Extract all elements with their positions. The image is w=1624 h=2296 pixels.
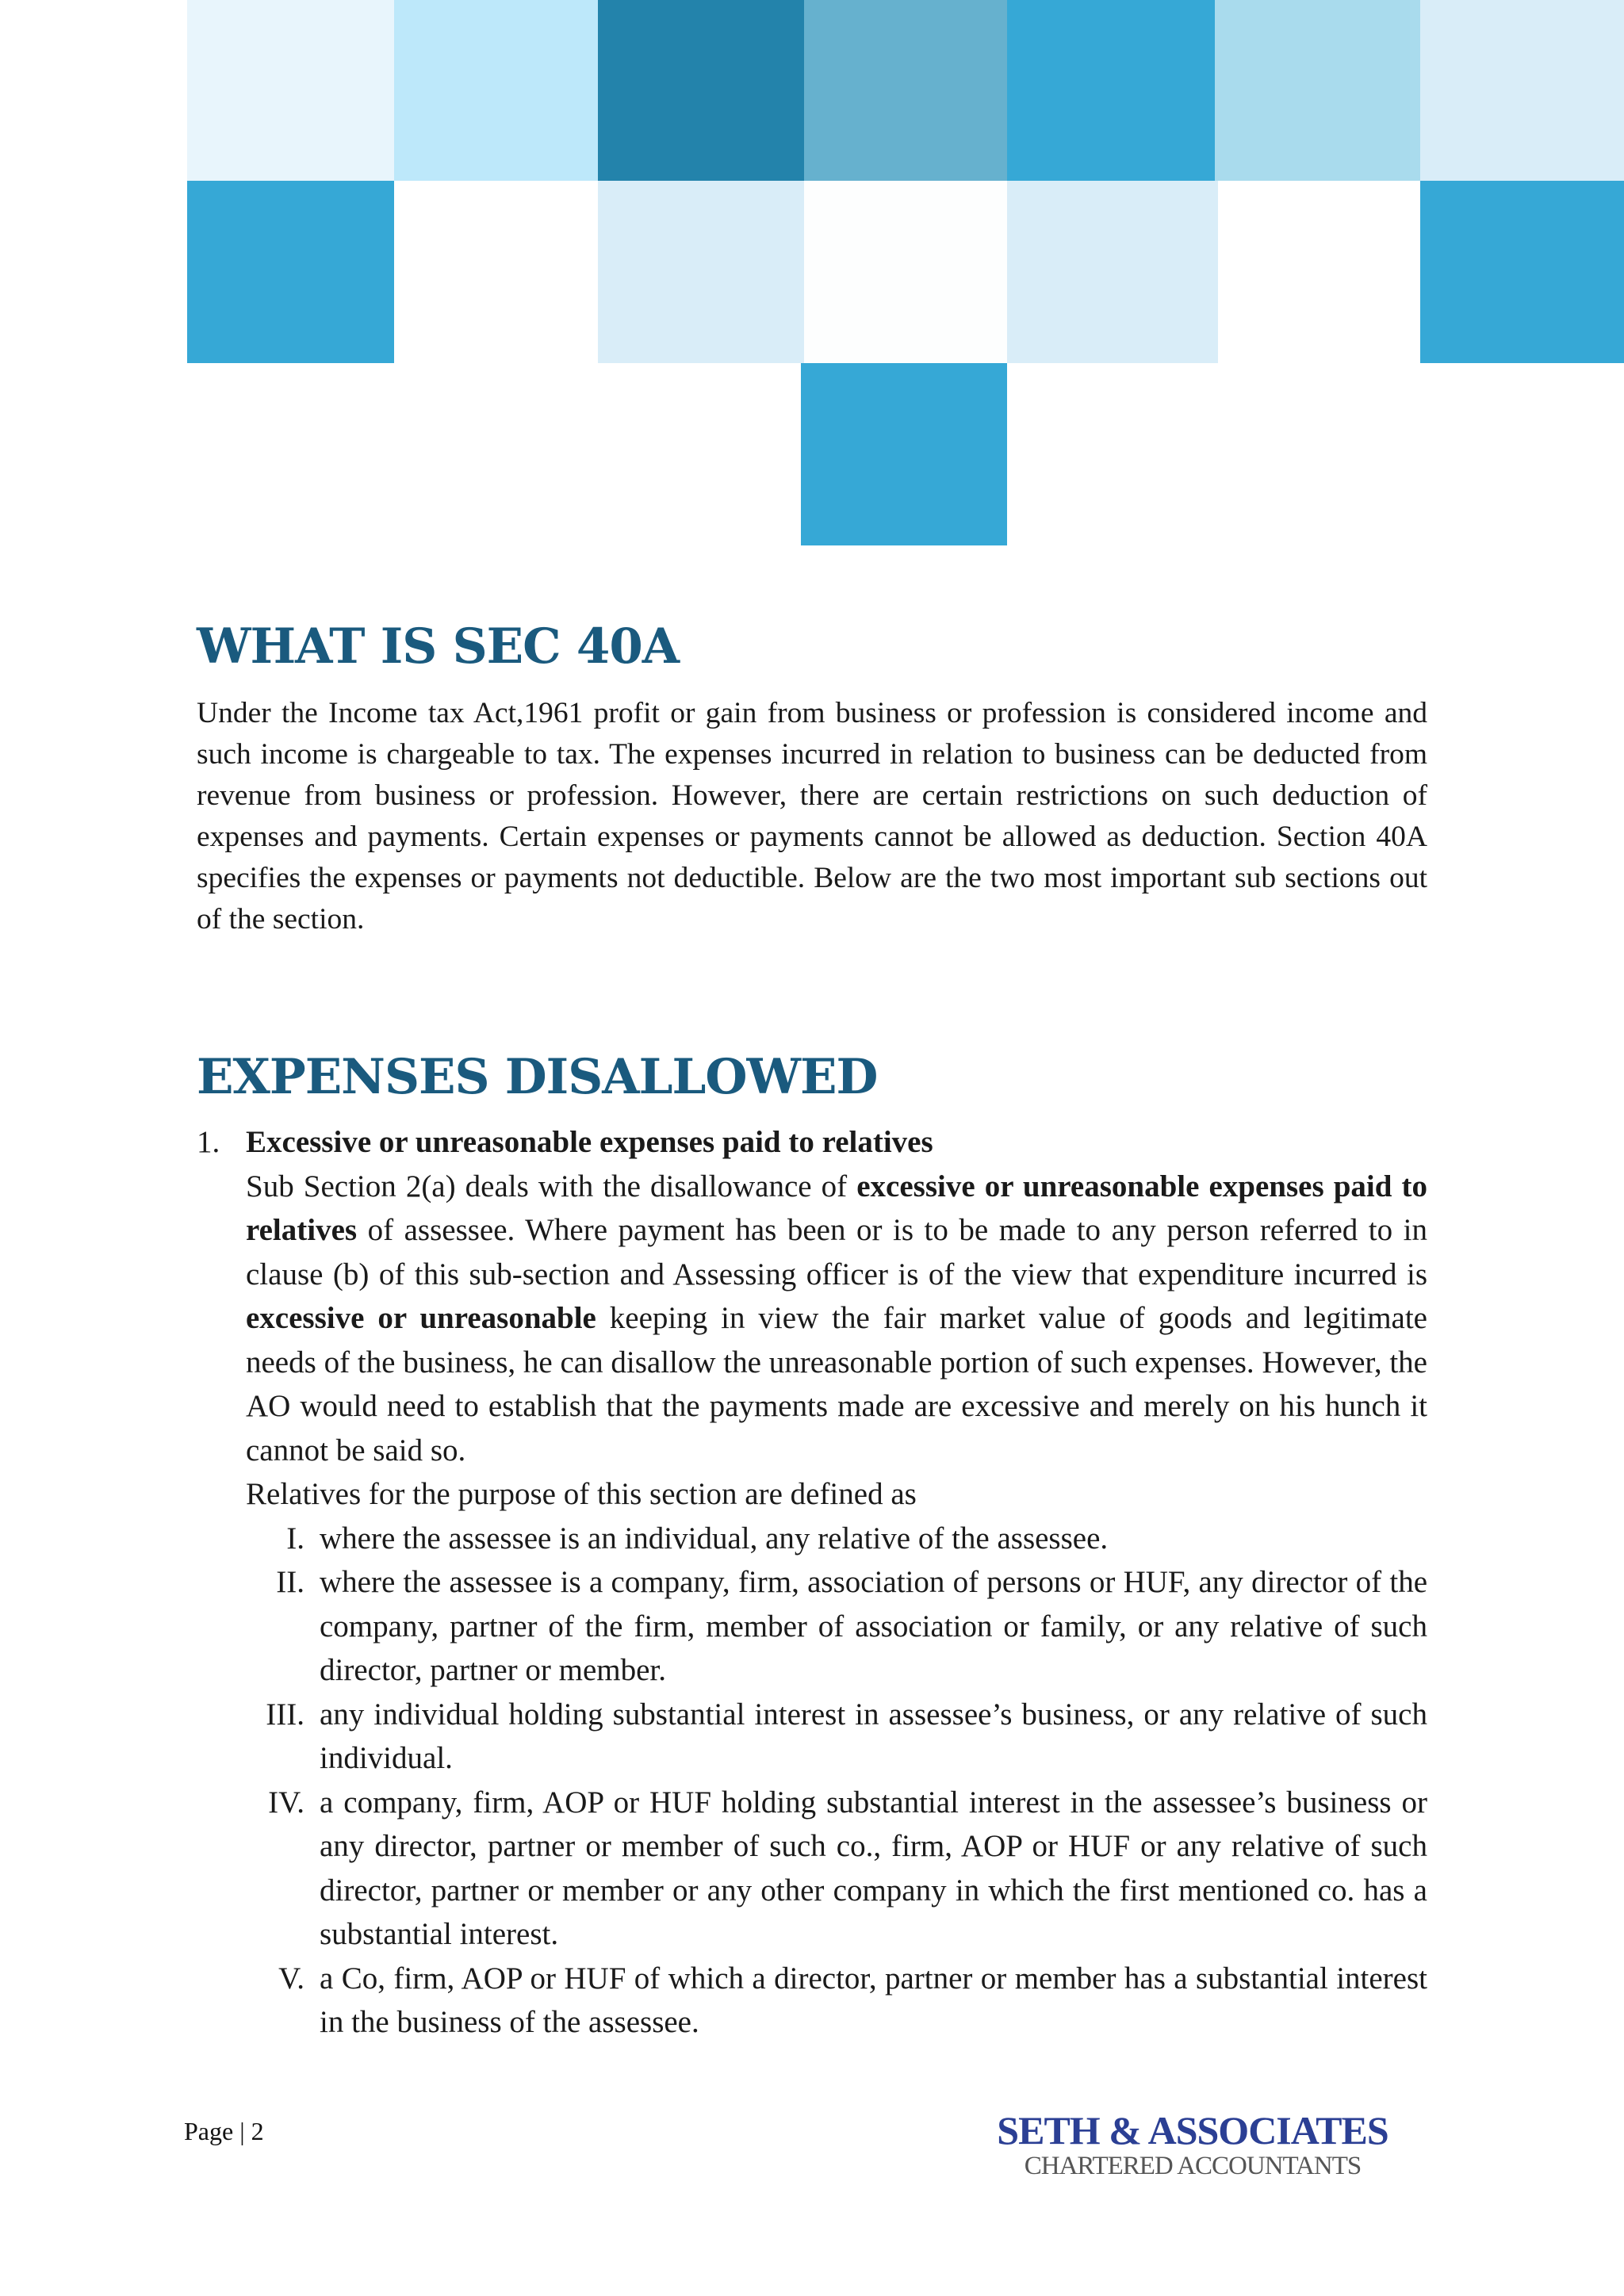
relative-text: where the assessee is an individual, any relative of the assessee. [320,1521,1109,1556]
relative-definition [197,1560,1427,1693]
mosaic-tile [804,0,1007,181]
mosaic-tile [1420,0,1624,181]
intro-paragraph: Under the Income tax Act,1961 profit or gain from business or profession is considered income and such income is chargeable to tax. The expenses incurred in relation to business can be deducted from revenue from business or profession. However, there are certain restrictions on such deduction of expenses and payments. Certain expenses or payments cannot be allowed as deduction. Section 40A specifies the expenses or payments not deductible. Below are the two most important sub sections out of the section. [197,697,1427,936]
logo-sub-text: CHARTERED ACCOUNTANTS [1024,2152,1362,2180]
company-logo [994,2109,1391,2180]
roman-numeral: IV. [268,1785,304,1820]
logo-main-text: SETH & ASSOCIATES [997,2108,1388,2152]
relative-text: a Co, firm, AOP or HUF of which a director, partner or member has a substantial interest in the business of the assessee. [320,1961,1427,2039]
mosaic-tile [187,0,394,181]
expenses-list [197,1120,1427,2045]
relative-definition [197,1781,1427,1957]
mosaic-tile [801,363,1007,545]
item-title-text: Excessive or unreasonable expenses paid to relatives [246,1125,933,1159]
relative-definition [197,1693,1427,1781]
mosaic-tile [804,181,1007,363]
item-body-paragraph [197,1165,1427,1473]
body-emphasis: excessive or unreasonable [246,1301,596,1335]
relative-definition [197,1517,1427,1561]
mosaic-tile [394,0,598,181]
mosaic-tile [187,181,394,363]
roman-numeral: V. [278,1961,304,1996]
section-title-expenses-disallowed: EXPENSES DISALLOWED [197,1049,878,1105]
list-item-title [197,1120,1427,1165]
page-number: Page | 2 [184,2117,264,2145]
roman-numeral: I. [286,1521,304,1556]
mosaic-tile [1215,0,1420,181]
mosaic-tile [1007,181,1218,363]
mosaic-tile [598,0,804,181]
relative-text: where the assessee is a company, firm, association of persons or HUF, any director of the company, partner of the firm, member of association or family, or any relative of such director, partner or member. [320,1565,1427,1687]
mosaic-tile [598,181,804,363]
list-number: 1. [197,1125,220,1159]
body-text: of assessee. Where payment has been or is to be made to any person referred to in clause (b) of this sub-section and Assessing officer is of the view that expenditure incurred is [246,1213,1427,1292]
section-title-sec40a: WHAT IS SEC 40A [197,618,680,675]
relative-definition [197,1957,1427,2045]
roman-numeral: II. [276,1565,304,1599]
mosaic-tile [1420,181,1624,363]
body-emphasis: excessive or unreasonable expenses paid to relatives [246,1169,1427,1247]
relative-text: any individual holding substantial interest in assessee’s business, or any relative of such individual. [320,1697,1427,1775]
relatives-intro: Relatives for the purpose of this section are defined as [246,1477,917,1511]
roman-numeral: III. [266,1697,304,1732]
mosaic-tile [1007,0,1215,181]
relative-text: a company, firm, AOP or HUF holding substantial interest in the assessee’s business or any director, partner or member of such co., firm, AOP or HUF or any relative of such director, partner or member or any other company in which the first mentioned co. has a substantial interest. [320,1785,1427,1951]
body-text: keeping in view the fair market value of goods and legitimate needs of the business, he can disallow the unreasonable portion of such expenses. However, the AO would need to establish that the payments made are excessive and merely on his hunch it cannot be said so. [246,1301,1427,1468]
body-text: Sub Section 2(a) deals with the disallowance of [246,1169,857,1203]
